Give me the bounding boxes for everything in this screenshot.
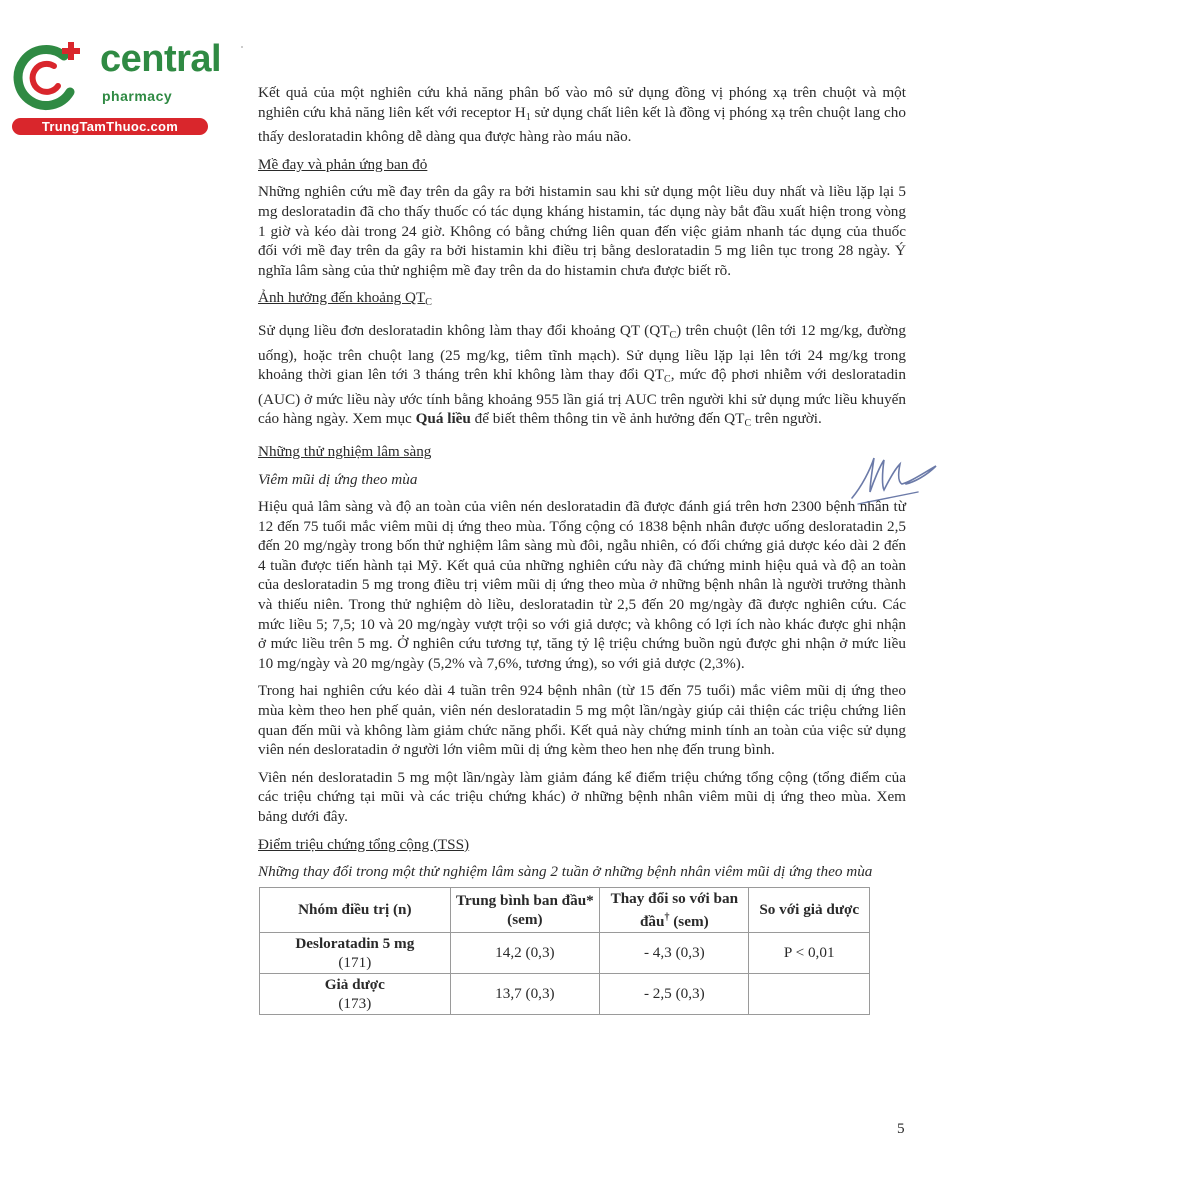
cell-change: - 2,5 (0,3) xyxy=(600,973,749,1014)
subscript: C xyxy=(664,374,671,386)
bold-text: Quá liều xyxy=(415,410,471,428)
cell-vs-placebo xyxy=(749,973,870,1014)
text: Desloratadin 5 mg xyxy=(295,934,415,952)
text: (171) xyxy=(338,953,372,971)
text: ) trên chuột (lên tới 12 mg/kg, đường uống), hoặc trên chuột lang (25 mg/kg, tiêm tĩnh mạch). Sử dụng liều lặp lại lên tới 24 mg/kg trong khoảng thời gian lên tới 3 tháng trên khỉ không làm thay đổi QT xyxy=(258,321,906,384)
cell-vs-placebo: P < 0,01 xyxy=(749,932,870,973)
text: Sử dụng liều đơn desloratadin không làm thay đổi khoảng QT (QT xyxy=(258,321,670,339)
handwritten-signature xyxy=(848,452,944,508)
paragraph-asthma-study: Trong hai nghiên cứu kéo dài 4 tuần trên 924 bệnh nhân (từ 15 đến 75 tuổi) mắc viêm mũi dị ứng theo mùa kèm theo hen phế quản, viên nén desloratadin 5 mg một lần/ngày giúp cải thiện các triệu chứng liên quan đến mũi và không làm giảm chức năng phổi. Kết quả này chứng minh tính an toàn của việc sử dụng viên nén desloratadin ở người lớn viêm mũi dị ứng kèm theo hen nhẹ đến trung bình. xyxy=(258,682,906,759)
subscript: C xyxy=(744,418,752,430)
text: sử dụng chất liên kết là đồng vị phóng xạ trên chuột lang cho thấy desloratadin không dễ dàng qua được hàng rào máu não. xyxy=(258,103,906,146)
cell-change: - 4,3 (0,3) xyxy=(600,932,749,973)
subscript: C xyxy=(669,329,677,341)
heading-clinical-trials: Những thử nghiệm lâm sàng xyxy=(258,442,432,460)
heading-urticaria: Mề đay và phản ứng ban đỏ xyxy=(258,155,428,173)
header-change xyxy=(600,887,749,932)
text: , mức độ phơi nhiễm với desloratadin (AUC) ở mức liều này ước tính bằng khoảng 955 lần giá trị AUC trên người khi sử dụng mức liều khuyến cáo hàng ngày. Xem mục xyxy=(258,366,907,428)
table-row xyxy=(260,932,870,973)
paragraph-distribution xyxy=(258,83,906,147)
superscript: † xyxy=(664,911,670,923)
header-baseline: Trung bình ban đầu* (sem) xyxy=(450,887,600,932)
text: (173) xyxy=(338,994,372,1012)
table-row xyxy=(260,973,870,1014)
speck xyxy=(241,46,243,48)
logo-url-badge: TrungTamThuoc.com xyxy=(12,118,208,135)
heading-tss: Điểm triệu chứng tổng cộng (TSS) xyxy=(258,835,470,853)
text: (sem) xyxy=(673,912,709,930)
cell-group xyxy=(260,973,451,1014)
cell-group xyxy=(260,932,451,973)
subscript: 1 xyxy=(525,111,531,123)
table-header-row xyxy=(260,887,870,932)
paragraph-tss: Viên nén desloratadin 5 mg một lần/ngày làm giảm đáng kể điểm triệu chứng tổng cộng (tổng điểm của các triệu chứng tại mũi và các triệu chứng khác) ở những bệnh nhân viêm mũi dị ứng theo mùa. Xem bảng dưới đây. xyxy=(258,768,906,825)
paragraph-urticaria: Những nghiên cứu mề đay trên da gây ra bởi histamin sau khi sử dụng một liều duy nhất và liều lặp lại 5 mg desloratadin đã cho thấy thuốc có tác dụng kháng histamin, tác dụng này bắt đầu xuất hiện trong vòng 1 giờ và kéo dài trong 24 giờ. Không có bằng chứng liên quan đến việc giảm nhanh tác dụng của thuốc đối với mề đay trên da gây ra bởi histamin khi điều trị bằng desloratadin 5 mg liên tục trong 28 ngày. Ý nghĩa lâm sàng của thử nghiệm mề đay trên da do histamin chưa được biết rõ. xyxy=(258,183,906,279)
header-vs-placebo: So với giả dược xyxy=(749,887,870,932)
header-group: Nhóm điều trị (n) xyxy=(260,887,451,932)
tss-table xyxy=(259,887,870,1015)
central-pharmacy-logo-icon xyxy=(12,40,86,114)
heading-seasonal-rhinitis: Viêm mũi dị ứng theo mùa xyxy=(258,470,418,488)
text: Giả dược xyxy=(324,975,385,993)
logo-brand-text: central xyxy=(100,38,222,80)
cell-baseline: 14,2 (0,3) xyxy=(450,932,600,973)
logo-sub-text: pharmacy xyxy=(102,88,173,104)
text: Ảnh hưởng đến khoảng QT xyxy=(258,289,426,307)
heading-qt xyxy=(258,288,906,313)
paragraph-efficacy: Hiệu quả lâm sàng và độ an toàn của viên nén desloratadin đã được đánh giá trên hơn 2300 bệnh nhân từ 12 đến 75 tuổi mắc viêm mũi dị ứng theo mùa. Tổng cộng có 1838 bệnh nhân được uống desloratadin 2,5 đến 20 mg/ngày trong bốn thử nghiệm lâm sàng mù đôi, ngẫu nhiên, có đối chứng giả dược kéo dài 2 đến 4 tuần được tiến hành tại Mỹ. Kết quả của những nghiên cứu này đã chứng minh hiệu quả và độ an toàn của desloratadin 5 mg trong điều trị viêm mũi dị ứng theo mùa ở những bệnh nhân là người trưởng thành và thiếu niên. Trong thử nghiệm dò liều, desloratadin từ 2,5 đến 20 mg/ngày đã được nghiên cứu. Các mức liều 5; 7,5; 10 và 20 mg/ngày vượt trội so với giả dược; và không có lợi ích nào khác được ghi nhận ở mức liều trên 5 mg. Ở nghiên cứu tương tự, tăng tỷ lệ triệu chứng buồn ngủ được ghi nhận ở mức liều 10 mg/ngày và 20 mg/ngày (5,2% và 7,6%, tương ứng), so với giả dược (2,3%). xyxy=(258,498,906,672)
table-caption: Những thay đổi trong một thử nghiệm lâm sàng 2 tuần ở những bệnh nhân viêm mũi dị ứng theo mùa xyxy=(258,863,873,881)
cell-baseline: 13,7 (0,3) xyxy=(450,973,600,1014)
page-number: 5 xyxy=(897,1120,905,1137)
brand-logo xyxy=(12,38,222,138)
document-page xyxy=(258,83,906,1015)
text: Kết quả của một nghiên cứu khả năng phân bố vào mô sử dụng đồng vị phóng xạ trên chuột và một nghiên cứu khả năng liên kết với receptor H xyxy=(258,84,906,121)
text: trên người. xyxy=(751,410,822,428)
text: Thay đổi so với ban đầu xyxy=(610,889,739,930)
paragraph-qt xyxy=(258,321,906,434)
subscript: C xyxy=(425,297,432,309)
text: để biết thêm thông tin về ảnh hưởng đến QT xyxy=(470,410,745,428)
